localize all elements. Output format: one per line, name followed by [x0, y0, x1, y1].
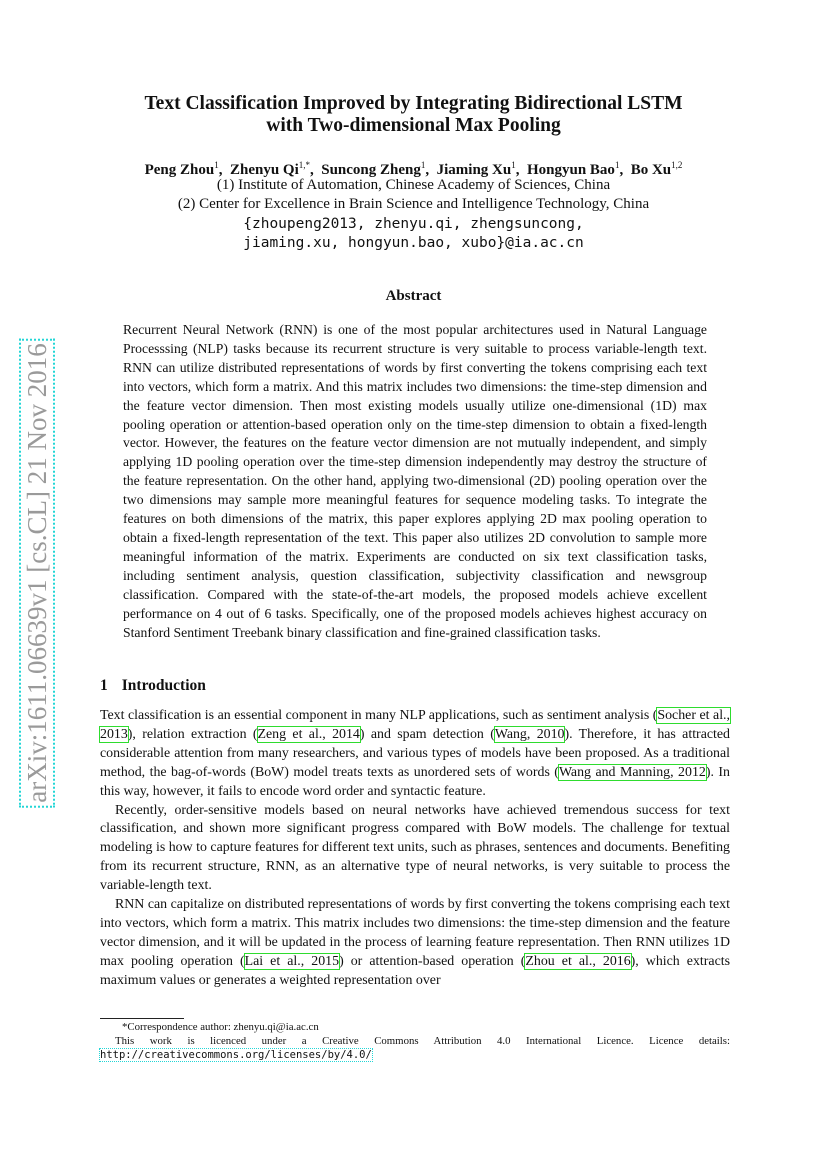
- section-number: 1: [100, 677, 108, 694]
- author-name: Hongyun Bao: [526, 162, 615, 178]
- author-affil-mark: 1: [511, 160, 516, 170]
- footnote-correspondence: *Correspondence author: zhenyu.qi@ia.ac.cn: [122, 1021, 319, 1033]
- text-run: ), which extracts maximum values or generates a weighted representation over: [100, 953, 730, 988]
- author-affil-mark: 1,2: [671, 160, 683, 170]
- text-run: RNN can capitalize on distributed representations of words by first converting the tokens comprising each text into vectors, which form a matrix. This matrix includes two dimensions: the time-step dimension and the feature vector dimension, and it will be updated in the process of learning feature representation. Then RNN utilizes 1D max pooling operation (: [100, 897, 730, 969]
- section-title: Introduction: [121, 677, 206, 694]
- text-run: ) and spam detection (: [359, 726, 495, 742]
- arxiv-identifier-stamp[interactable]: [12, 323, 62, 823]
- licence-text: This work is licenced under a Creative Commons Attribution 4.0 International Licence. Licence details:: [115, 1035, 730, 1047]
- text-run: Text classification is an essential component in many NLP applications, such as sentiment analysis (: [100, 708, 658, 723]
- author-affil-mark: 1: [614, 160, 620, 170]
- author-name: Bo Xu: [630, 162, 672, 178]
- intro-paragraph-3: [100, 896, 730, 991]
- text-run: ). In this way, however, it fails to encode word order and syntactic feature.: [100, 764, 730, 799]
- arxiv-identifier-text[interactable]: arXiv:1611.06639v1 [cs.CL] 21 Nov 2016: [19, 338, 55, 807]
- text-run: ). Therefore, it has attracted considerable attention from many researchers, and various types of models have been proposed. As a traditional method, the bag-of-words (BoW) model treats texts as unordered sets of words (: [100, 726, 730, 780]
- citation-link[interactable]: Lai et al., 2015: [244, 953, 340, 969]
- citation-link[interactable]: Zeng et al., 2014: [257, 726, 360, 742]
- emails-line-2: jiaming.xu, hongyun.bao, xubo}@ia.ac.cn: [243, 235, 584, 251]
- footnote-divider: [100, 1018, 184, 1019]
- author-emails: [0, 215, 827, 253]
- intro-paragraph-2: Recently, order-sensitive models based on neural networks have achieved tremendous success for text classification, and shown more significant progress compared with BoW models. The challenge for textual modeling is how to capture features for different text units, such as phrases, sentences and documents. Benefiting from its recurrent structure, RNN, as an alternative type of neural networks, is very suitable to process the variable-length text.: [100, 802, 730, 894]
- citation-link[interactable]: Wang and Manning, 2012: [558, 764, 706, 780]
- section-heading-introduction: [100, 677, 206, 695]
- citation-link[interactable]: Wang, 2010: [494, 726, 565, 742]
- intro-paragraph-1: [100, 707, 730, 802]
- author-affil-mark: 1,*: [298, 160, 310, 170]
- author-affil-mark: 1: [214, 160, 219, 170]
- affiliation-2: (2) Center for Excellence in Brain Science and Intelligence Technology, China: [177, 196, 650, 212]
- author-name: Zhenyu Qi: [229, 162, 299, 178]
- affiliation-1: (1) Institute of Automation, Chinese Academy of Sciences, China: [216, 177, 611, 193]
- paper-title-line-1: Text Classification Improved by Integrating Bidirectional LSTM: [144, 93, 683, 114]
- author-name: Jiaming Xu: [436, 162, 512, 178]
- paper-title-line-2: with Two-dimensional Max Pooling: [266, 115, 561, 136]
- abstract-text: Recurrent Neural Network (RNN) is one of the most popular architectures used in Natural Language Processsing (NLP) tasks because its recurrent structure is very suitable to process variable-length text. RNN can utilize distributed representations of words by first converting the tokens comprising each text into vectors, which form a matrix. And this matrix includes two dimensions: the time-step dimension and the feature vector dimension. Then most existing models usually utilize one-dimensional (1D) max pooling operation or attention-based operation only on the time-step dimension to obtain a fixed-length vector. However, the features on the feature vector dimension are not mutually independent, and simply applying 1D pooling operation over the time-step dimension independently may destroy the structure of the feature representation. On the other hand, applying two-dimensional (2D) pooling operation over the two dimensions may sample more meaningful features for sequence modeling tasks. To integrate the features on both dimensions of the matrix, this paper explores applying 2D max pooling operation to obtain a fixed-length representation of the text. This paper also utilizes 2D convolution to sample more meaningful information of the matrix. Experiments are conducted on six text classification tasks, including sentiment analysis, question classification, subjectivity classification and newsgroup classification. Compared with the state-of-the-art models, the proposed models achieve excellent performance on 4 out of 6 tasks. Specifically, one of the proposed models achieves highest accuracy on Stanford Sentiment Treebank binary classification and fine-grained classification tasks.: [123, 322, 707, 640]
- abstract-heading: Abstract: [385, 288, 442, 304]
- citation-link[interactable]: Zhou et al., 2016: [525, 953, 631, 969]
- citation-link[interactable]: Socher et al., 2013: [100, 708, 730, 742]
- text-run: ) or attention-based operation (: [339, 953, 526, 969]
- author-name: Peng Zhou: [144, 162, 215, 178]
- paper-title: [0, 93, 827, 137]
- licence-url-link[interactable]: http://creativecommons.org/licenses/by/4.0/: [100, 1049, 372, 1061]
- author-name: Suncong Zheng: [321, 162, 421, 178]
- footnote-licence: [100, 1034, 730, 1062]
- text-run: ), relation extraction (: [127, 726, 258, 742]
- emails-line-1: {zhoupeng2013, zhenyu.qi, zhengsuncong,: [243, 216, 584, 232]
- author-affil-mark: 1: [420, 160, 426, 170]
- author-list: Peng Zhou$^1$, Zhenyu $Qi^{1,*}$, Suncong Zheng$^1$, Jiaming Xu$^1$, Hongyun Bao$^1$, Bo Xu$^{1,2}$: [144, 160, 683, 178]
- introduction-body: [100, 707, 730, 991]
